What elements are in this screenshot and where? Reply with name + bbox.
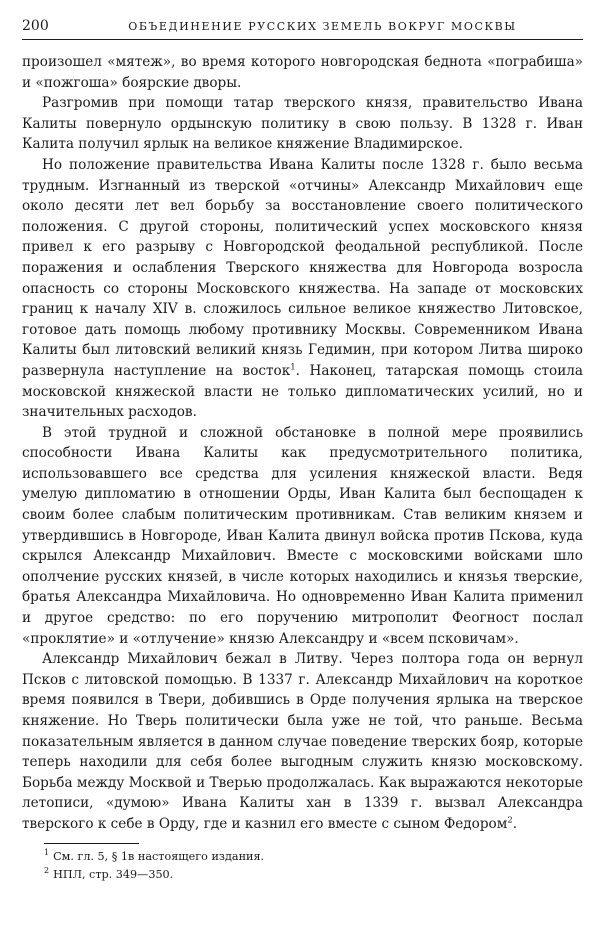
footnote: $^2$ НПЛ, стр. 349—350. xyxy=(44,865,174,881)
footnote-ref: 2 xyxy=(507,815,513,826)
footnote: $^1$ См. гл. 5, § 1в настоящего издания. xyxy=(44,847,265,863)
paragraph: Разгромив при помощи татар тверского князя, правительство Ивана Калиты повернуло ордынскую политику в свою пользу. В 1328 г. Иван Калита получил ярлык на великое княжение Владимирское. xyxy=(22,95,583,153)
paragraph: В этой трудной и сложной обстановке в полной мере проявились способности Ивана Калиты как предусмотрительного политика, использовавшего все средства для усиления княжеской власти. Ведя умелую дипломатию в отношении Орды, Иван Калита был беспощаден к своим более слабым политическим противникам. Став великим князем и утвердившись в Новгороде, Иван Калита двинул войска против Пскова, куда скрылся Александр Михайлович. Вместе с московскими войсками шло ополчение русских князей, в числе которых находились и князья тверские, братья Александра Михайловича. Но одновременно Иван Калита применил и другое средство: по его поручению митрополит Феогност послал «проклятие» и «отлучение» князю Александру и «всем псковичам». xyxy=(22,424,583,647)
footnote-divider xyxy=(44,843,139,844)
running-title: ОБЪЕДИНЕНИЕ РУССКИХ ЗЕМЕЛЬ ВОКРУГ МОСКВЫ xyxy=(128,20,517,33)
page-number: 200 xyxy=(22,18,49,34)
book-page xyxy=(22,18,583,884)
paragraph: Но положение правительства Ивана Калиты после 1328 г. было весьма трудным. Изгнанный из тверской «отчины» Александр Михайлович еще около десяти лет вел борьбу за восстановление своего политического положения. С другой стороны, политический успех московского князя привел к его разрыву с Новгородской феодальной республикой. После поражения и ослабления Тверского княжества для Новгорода возросла опасность со стороны Московского княжества. На западе от московских границ к началу XIV в. сложилось сильное великое княжество Литовское, готовое дать помощь любому противнику Москвы. Современником Ивана Калиты был литовский великий князь Гедимин, при котором Литва широко развернула наступление на восток$^1$. Наконец, татарская помощь стоила московской княжеской власти не только дипломатических усилий, но и значительных расходов. xyxy=(22,156,583,421)
footnote-ref: 1 xyxy=(290,362,296,373)
paragraph: произошел «мятеж», во время которого новгородская беднота «пограбиша» и «пожгоша» боярские дворы. xyxy=(22,54,583,91)
page-header xyxy=(22,18,583,40)
paragraph: Александр Михайлович бежал в Литву. Через полтора года он вернул Псков с литовской помощью. В 1337 г. Александр Михайлович на короткое время появился в Твери, добившись в Орде получения ярлыка на тверское княжение. Но Тверь политически была уже не той, что раньше. Весьма показательным является в данном случае поведение тверских бояр, которые теперь находили для себя более выгодным служить князю московскому. Борьба между Москвой и Тверью продолжалась. Как выражаются некоторые летописи, «думою» Ивана Калиты хан в 1339 г. вызвал Александра тверского к себе в Орду, где и казнил его вместе с сыном Федором$^2$. xyxy=(22,651,583,832)
footnotes xyxy=(22,843,583,884)
body-text xyxy=(22,52,583,835)
